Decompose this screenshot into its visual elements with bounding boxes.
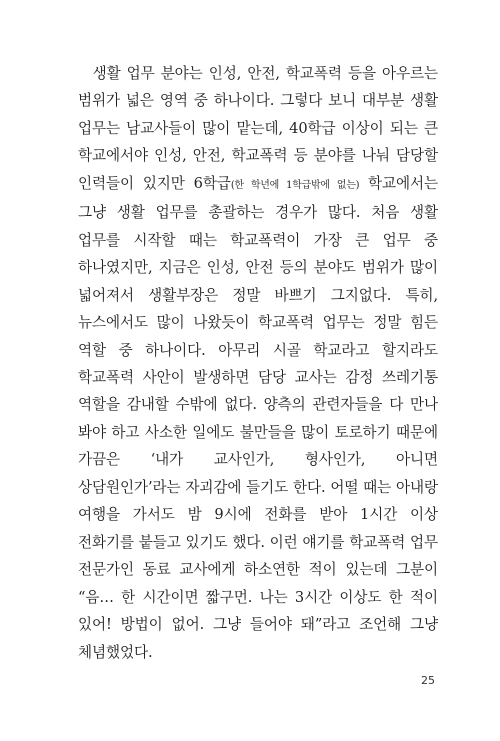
body-paragraph	[78, 60, 438, 666]
paragraph-text-part2: 학교에서는 그냥 생활 업무를 총괄하는 경우가 많다. 처음 생활 업무를 시작할 때는 학교폭력이 가장 큰 업무 중 하나였지만, 지금은 인성, 안전 등의 분야도 범위가 많이 넓어져서 생활부장은 정말 바쁘기 그지없다. 특히, 뉴스에서도 많이 나왔듯이 학교폭력 업무는 정말 힘든 역할 중 하나이다. 아무리 시골 학교라고 할지라도 학교폭력 사안이 발생하면 담당 교사는 감정 쓰레기통 역할을 감내할 수밖에 없다. 양측의 관련자들을 다 만나 봐야 하고 사소한 일에도 불만들을 많이 토로하기 때문에 가끔은 ‘내가 교사인가, 형사인가, 아니면 상담원인가’라는 자괴감에 들기도 한다. 어떨 때는 아내랑 여행을 가서도 밤 9시에 전화를 받아 1시간 이상 전화기를 붙들고 있기도 했다. 이런 얘기를 학교폭력 업무 전문가인 동료 교사에게 하소연한 적이 있는데 그분이 “음… 한 시간이면 짧구먼. 나는 3시간 이상도 한 적이 있어! 방법이 없어. 그냥 들어야 돼”라고 조언해 그냥 체념했었다.	[78, 174, 438, 661]
page-number: 25	[421, 674, 435, 687]
inline-note: (한 학년에 1학급밖에 없는)	[230, 179, 360, 191]
paragraph-text-part1: 생활 업무 분야는 인성, 안전, 학교폭력 등을 아우르는 범위가 넓은 영역 중 하나이다. 그렇다 보니 대부분 생활 업무는 남교사들이 많이 맡는데, 40학급 이상이 되는 큰 학교에서야 인성, 안전, 학교폭력 등 분야를 나눠 담당할 인력들이 있지만 6학급	[78, 65, 438, 192]
